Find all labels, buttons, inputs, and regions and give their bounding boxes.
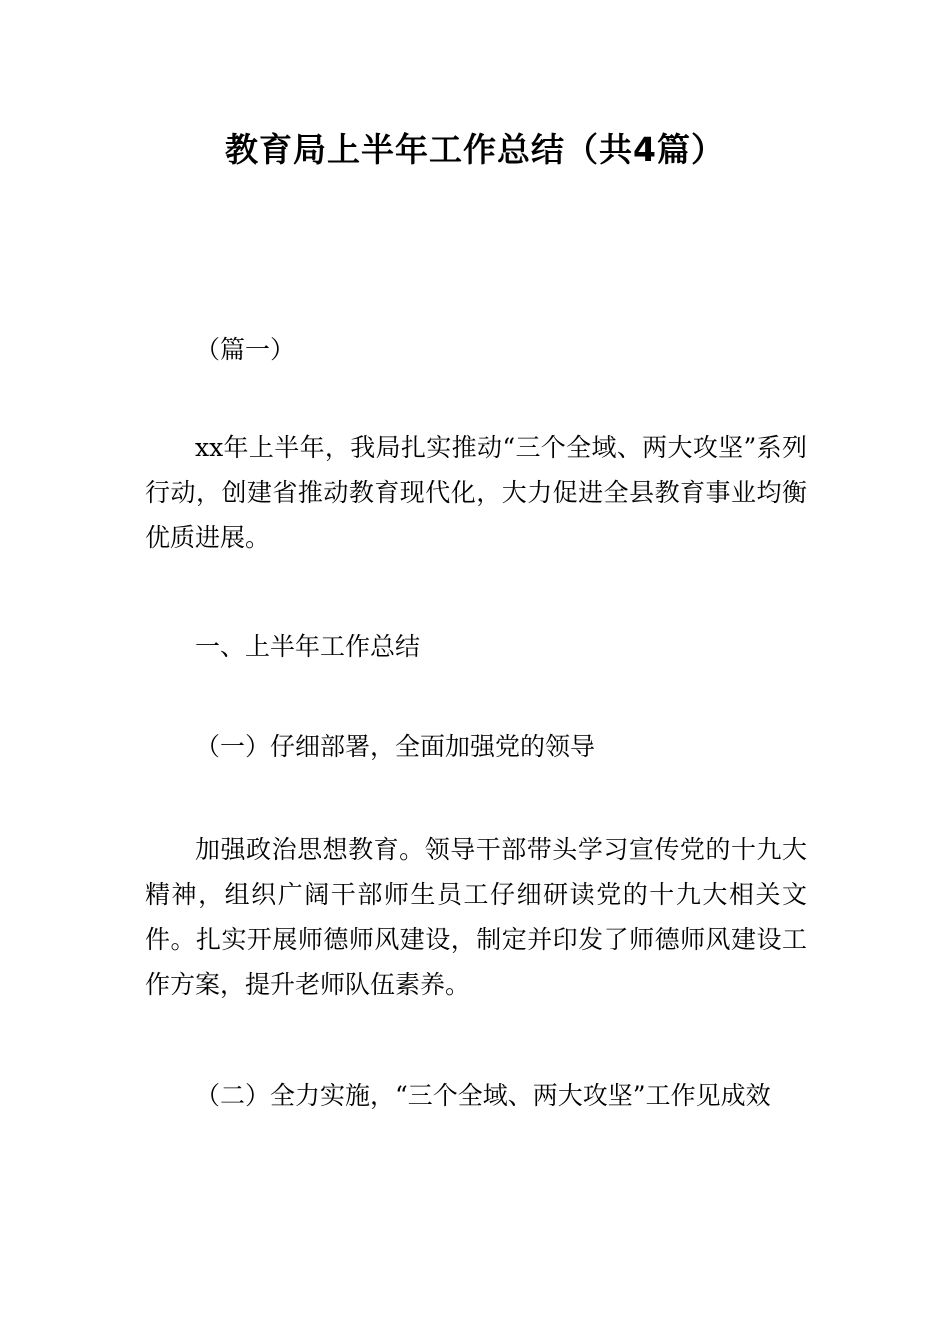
subsection-heading-one: （一）仔细部署，全面加强党的领导 [195,732,596,761]
section-heading-summary: 一、上半年工作总结 [195,632,421,661]
document-title: 教育局上半年工作总结（共4篇） [225,130,725,169]
subsection-heading-two: （二）全力实施，“三个全域、两大攻坚”工作见成效 [195,1081,771,1110]
intro-paragraph: xx年上半年，我局扎实推动“三个全域、两大攻坚”系列行动，创建省推动教育现代化，大力促进全县教育事业均衡优质进展。 [145,433,807,552]
body-paragraph-one: 加强政治思想教育。领导干部带头学习宣传党的十九大精神，组织广阔干部师生员工仔细研读党的十九大相关文件。扎实开展师德师风建设，制定并印发了师德师风建设工作方案，提升老师队伍素养。 [145,835,807,999]
section-label-part-one: （篇一） [195,335,296,364]
